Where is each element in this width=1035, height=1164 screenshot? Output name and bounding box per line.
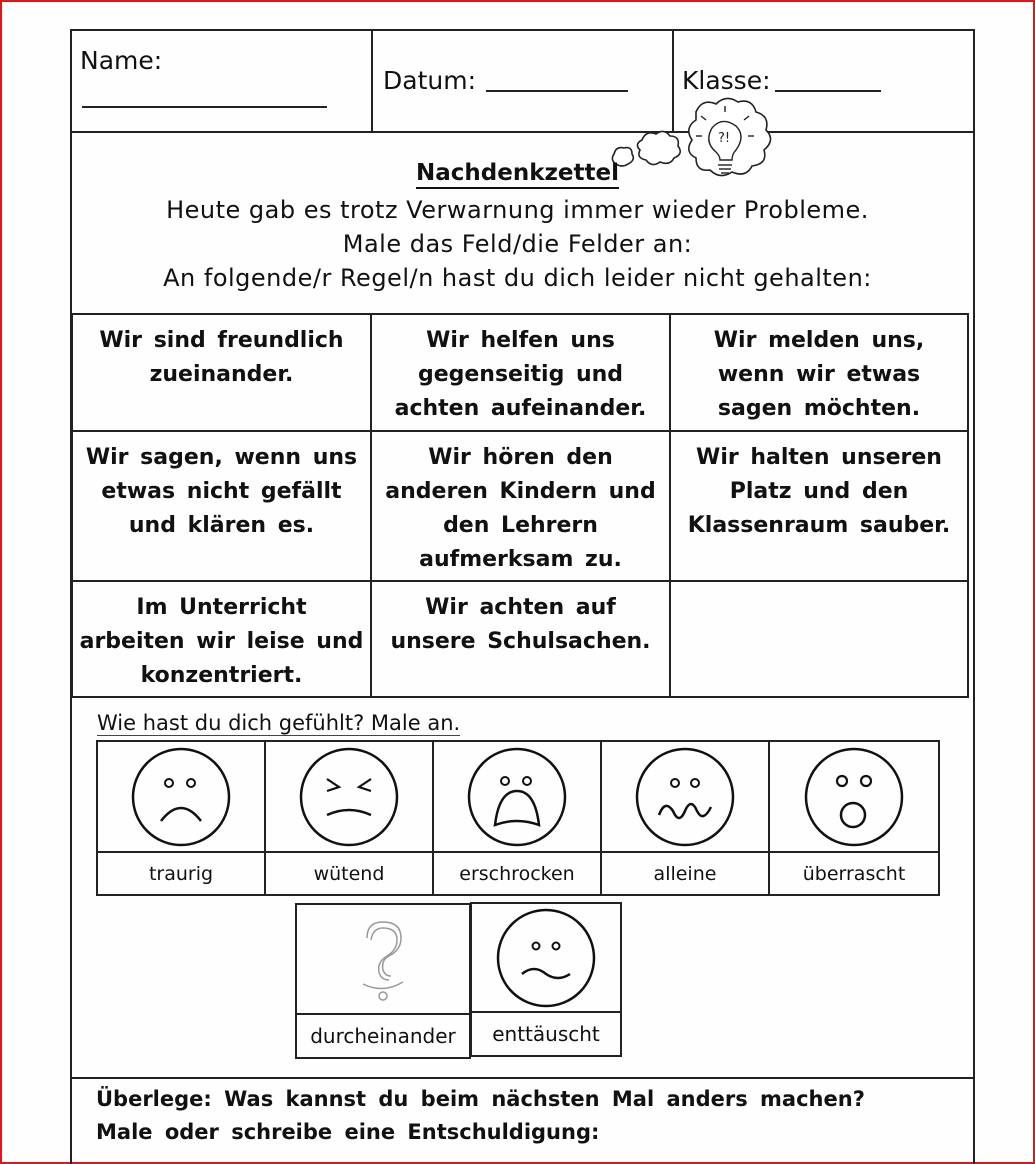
scared-face-icon — [465, 745, 569, 849]
emotion-label: alleine — [653, 862, 717, 885]
emotion-label: erschrocken — [459, 862, 575, 885]
feelings-question: Wie hast du dich gefühlt? Male an. — [97, 711, 461, 735]
reflection-question: Überlege: Was kannst du beim nächsten Mal anders machen? — [96, 1087, 865, 1111]
intro-line-1: Heute gab es trotz Verwarnung immer wieder Probleme. — [166, 196, 869, 224]
angry-face-icon — [297, 745, 401, 849]
rule-cell[interactable]: Wir sind freundlich zueinander. — [73, 315, 372, 432]
lonely-face-icon — [633, 745, 737, 849]
rule-cell[interactable]: Wir halten unseren Platz und den Klassenraum sauber. — [671, 432, 967, 582]
page-title: Nachdenkzettel — [0, 160, 1035, 186]
header-col-divider-1 — [371, 29, 373, 132]
emotion-cell-alleine[interactable] — [602, 742, 770, 894]
rule-cell[interactable]: Wir melden uns, wenn wir etwas sagen möchten. — [671, 315, 967, 432]
emotion-label: enttäuscht — [492, 1022, 600, 1046]
class-label: Klasse: — [682, 66, 771, 95]
reflection-instruction: Male oder schreibe eine Entschuldigung: — [96, 1120, 600, 1144]
rule-cell[interactable]: Wir achten auf unsere Schulsachen. — [372, 582, 671, 696]
name-label: Name: — [80, 46, 163, 75]
emotion-label: wütend — [313, 862, 385, 885]
class-field[interactable] — [775, 72, 881, 92]
rule-cell[interactable]: Wir hören den anderen Kindern und den Lehrern aufmerksam zu. — [372, 432, 671, 582]
emotion-cell-ueberrascht[interactable] — [770, 742, 938, 894]
emotion-cell-enttaeuscht[interactable] — [470, 902, 622, 1057]
emotion-label: durcheinander — [310, 1024, 456, 1048]
date-field[interactable] — [486, 72, 628, 92]
emotion-cell-erschrocken[interactable] — [434, 742, 602, 894]
rule-cell[interactable]: Wir helfen uns gegenseitig und achten aufeinander. — [372, 315, 671, 432]
question-mark-icon — [353, 914, 413, 1004]
intro-line-3: An folgende/r Regel/n hast du dich leider nicht gehalten: — [163, 264, 872, 292]
emotion-label: überrascht — [802, 862, 906, 885]
sad-face-icon — [129, 745, 233, 849]
rule-cell[interactable]: Wir sagen, wenn uns etwas nicht gefällt und klären es. — [73, 432, 372, 582]
date-label: Datum: — [383, 66, 476, 95]
surprised-face-icon — [802, 745, 906, 849]
intro-line-2: Male das Feld/die Felder an: — [342, 230, 693, 258]
disappointed-face-icon — [494, 906, 598, 1010]
emotion-cell-wuetend[interactable] — [266, 742, 434, 894]
emotions-table — [96, 740, 940, 896]
reflection-divider — [70, 1077, 975, 1079]
emotion-cell-traurig[interactable] — [98, 742, 266, 894]
emotion-cell-durcheinander[interactable] — [295, 903, 471, 1059]
rule-cell-empty[interactable] — [671, 582, 967, 696]
rules-grid — [71, 313, 969, 698]
header-divider — [70, 131, 975, 133]
rule-cell[interactable]: Im Unterricht arbeiten wir leise und konzentriert. — [73, 582, 372, 696]
name-field[interactable] — [82, 88, 327, 108]
emotion-label: traurig — [148, 862, 214, 885]
svg-text:?!: ?! — [718, 131, 731, 146]
